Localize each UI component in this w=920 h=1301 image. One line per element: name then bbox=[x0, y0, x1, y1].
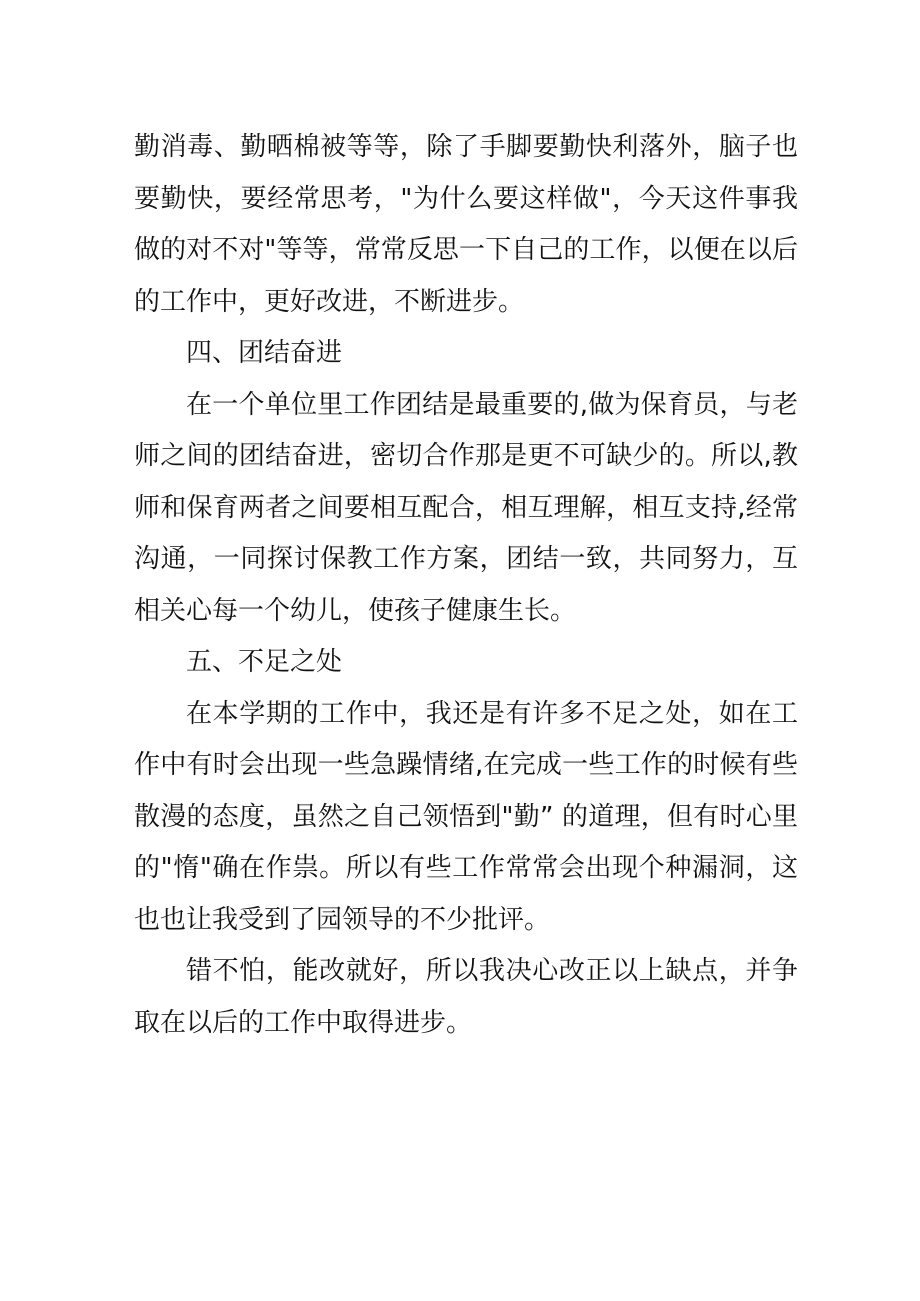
paragraph-shortcomings: 在本学期的工作中，我还是有许多不足之处，如在工作中有时会出现一些急躁情绪,在完成一些工作的时候有些散漫的态度，虽然之自己领悟到"勤” 的道理，但有时心里的"惰"确在作祟。所以有些工作常常会出现个种漏洞，这也也让我受到了园领导的不少批评。 bbox=[134, 698, 798, 935]
section-heading-unity: 四、团结奋进 bbox=[186, 338, 343, 368]
paragraph-resolution: 错不怕，能改就好，所以我决心改正以上缺点，并争取在以后的工作中取得进步。 bbox=[134, 956, 798, 1038]
document-body bbox=[134, 122, 798, 1049]
paragraph-unity: 在一个单位里工作团结是最重要的,做为保育员，与老师之间的团结奋进，密切合作那是更不可缺少的。所以,教师和保育两者之间要相互配合，相互理解，相互支持,经常沟通，一同探讨保教工作方案，团结一致，共同努力，互相关心每一个幼儿，使孩子健康生长。 bbox=[134, 389, 798, 626]
section-heading-shortcomings: 五、不足之处 bbox=[186, 647, 343, 677]
paragraph-hygiene-diligence: 勤消毒、勤晒棉被等等，除了手脚要勤快利落外，脑子也要勤快，要经常思考，"为什么要这样做"，今天这件事我做的对不对"等等，常常反思一下自己的工作，以便在以后的工作中，更好改进，不断进步。 bbox=[134, 132, 798, 317]
